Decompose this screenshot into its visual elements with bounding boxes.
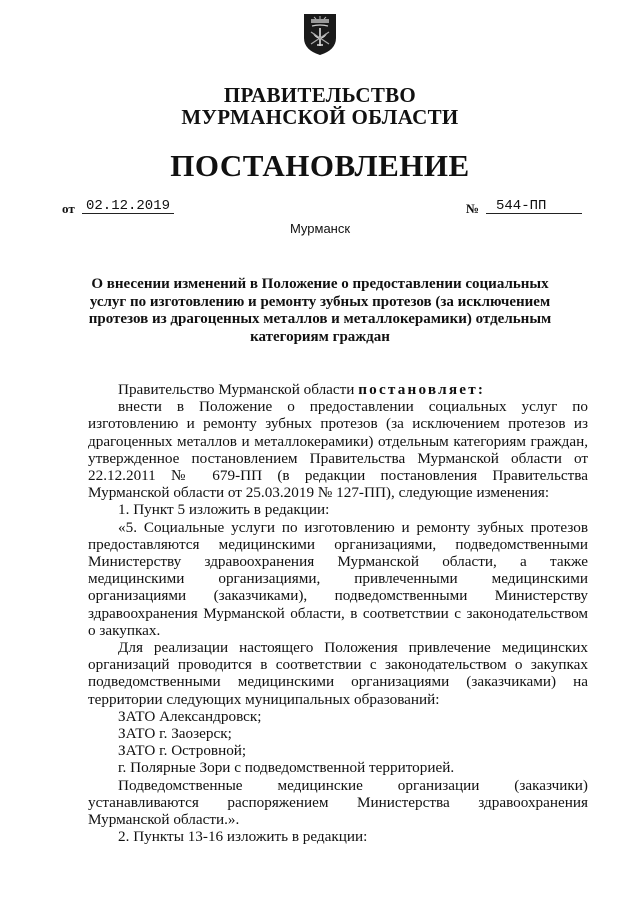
decree-verb: постановляет: (358, 381, 486, 398)
document-number: 544-ПП (486, 198, 582, 214)
paragraph-item-1: 1. Пункт 5 изложить в редакции: (118, 501, 330, 519)
paragraph-quote-5: «5. Социальные услуги по изготовлению и ремонту зубных протезов предоставляются медицинскими организациями, подведомственными Министерству здравоохранения Мурманской области, а также медицинскими организациями, привлеченными медицинскими организациями (заказчиками), подведомственными Министерству здравоохранения Мурманской области, в соответствии с законодательством о закупках. (88, 518, 588, 639)
paragraph-procurement: Для реализации настоящего Положения привлечение медицинских организаций проводится в соответствии с законодательством о закупках подведомственными медицинскими организациями (заказчиками) на территории следующих муниципальных образований: (88, 639, 588, 708)
list-item-zato-3: ЗАТО г. Островной; (118, 742, 247, 760)
document-type-title: ПОСТАНОВЛЕНИЕ (170, 148, 470, 183)
number-prefix: № (466, 201, 480, 216)
list-item-zato-1: ЗАТО Александровск; (118, 707, 262, 725)
paragraph-intro: внести в Положение о предоставлении социальных услуг по изготовлению и ремонту зубных протезов (за исключением протезов из драгоценных металлов и металлокерамики) отдельным категориям граждан, утвержденное постановлением Правительства Мурманской области от 22.12.2011 № 679-ПП (в редакции постановления Правительства Мурманской области от 25.03.2019 № 127-ПП), следующие изменения: (88, 398, 588, 502)
coat-of-arms-emblem (303, 12, 337, 56)
paragraph-preamble (88, 381, 588, 398)
organization-name-line1: ПРАВИТЕЛЬСТВО (223, 83, 417, 107)
paragraph-subordinate: Подведомственные медицинские организации (заказчики) устанавливаются распоряжением Министерства здравоохранения Мурманской области.». (88, 776, 588, 829)
city-name: Мурманск (289, 221, 351, 236)
list-item-polyarnye-zori: г. Полярные Зори с подведомственной территорией. (118, 759, 455, 777)
list-item-zato-2: ЗАТО г. Заозерск; (118, 725, 232, 743)
document-date: 02.12.2019 (82, 198, 174, 214)
paragraph-item-2: 2. Пункты 13-16 изложить в редакции: (118, 828, 368, 846)
document-body (88, 381, 588, 845)
organization-name-line2: МУРМАНСКОЙ ОБЛАСТИ (181, 105, 459, 129)
date-prefix: от (62, 201, 75, 216)
preamble-text: Правительство Мурманской области (118, 381, 359, 398)
document-subject: О внесении изменений в Положение о предоставлении социальных услуг по изготовлению и ремонту зубных протезов (за исключением протезов из драгоценных металлов и металлокерамики) отдельным категориям граждан (88, 276, 552, 345)
